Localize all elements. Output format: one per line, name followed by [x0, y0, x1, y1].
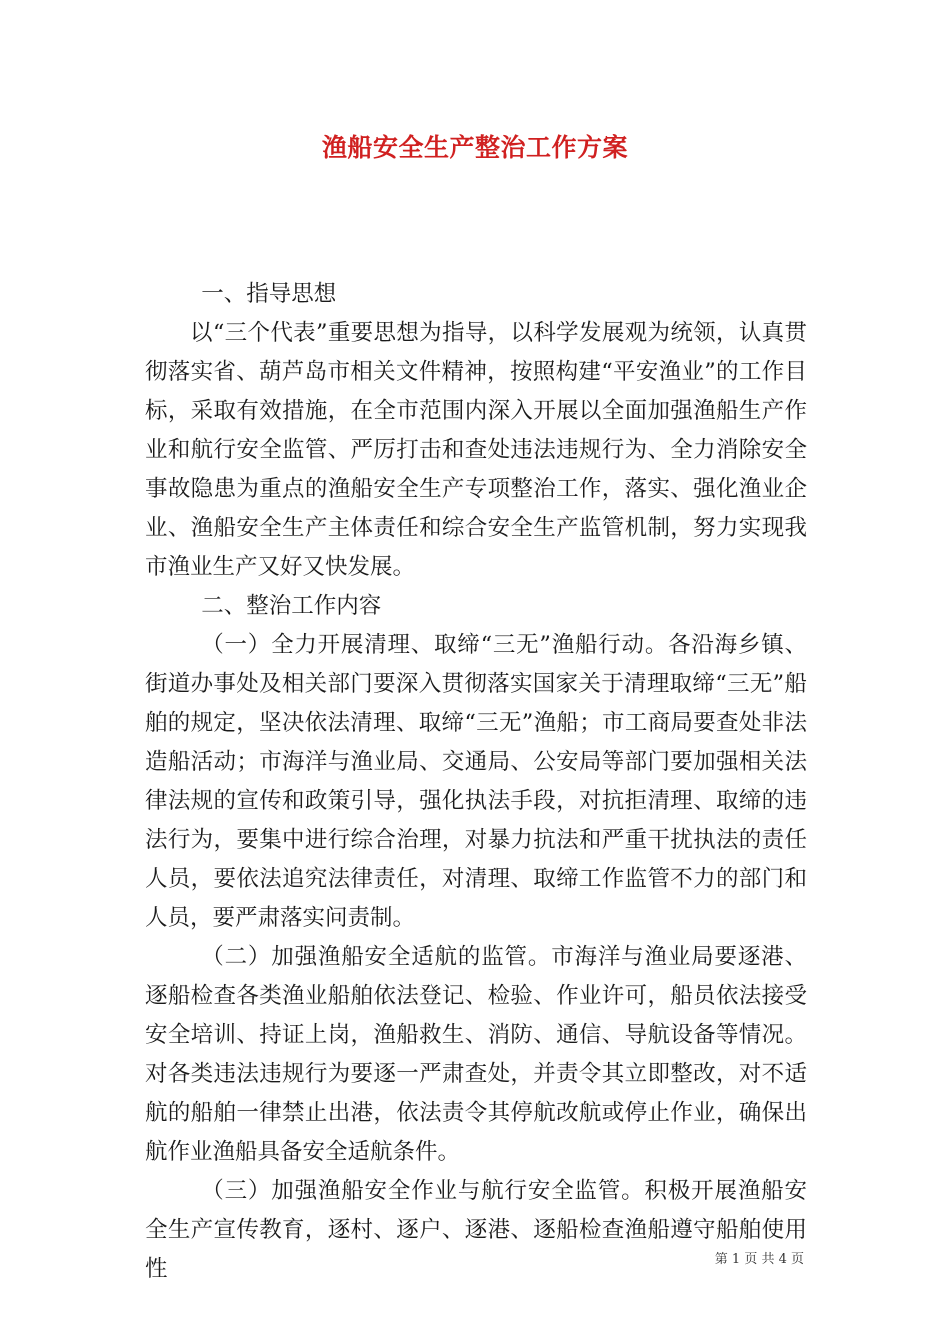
page-number-footer: 第 1 页 共 4 页	[714, 1252, 804, 1267]
document-body	[145, 275, 807, 1289]
paragraph-guiding-thought: 以“三个代表”重要思想为指导，以科学发展观为统领，认真贯彻落实省、葫芦岛市相关文件精神，按照构建“平安渔业”的工作目标，采取有效措施，在全市范围内深入开展以全面加强渔船生产作业和航行安全监管、严厉打击和查处违法违规行为、全力消除安全事故隐患为重点的渔船安全生产专项整治工作，落实、强化渔业企业、渔船安全生产主体责任和综合安全生产监管机制，努力实现我市渔业生产又好又快发展。	[145, 320, 807, 580]
paragraph-item-3: （三）加强渔船安全作业与航行安全监管。积极开展渔船安全生产宣传教育，逐村、逐户、逐港、逐船检查渔船遵守船舶使用性	[145, 1178, 807, 1282]
section-heading-guiding-thought: 一、指导思想	[201, 281, 337, 307]
section-heading-work-content: 二、整治工作内容	[201, 593, 382, 619]
paragraph-item-2: （二）加强渔船安全适航的监管。市海洋与渔业局要逐港、逐船检查各类渔业船舶依法登记、检验、作业许可，船员依法接受安全培训、持证上岗，渔船救生、消防、通信、导航设备等情况。对各类违法违规行为要逐一严肃查处，并责令其立即整改，对不适航的船舶一律禁止出港，依法责令其停航改航或停止作业，确保出航作业渔船具备安全适航条件。	[145, 944, 807, 1165]
document-title: 渔船安全生产整治工作方案	[321, 133, 628, 162]
paragraph-item-1: （一）全力开展清理、取缔“三无”渔船行动。各沿海乡镇、街道办事处及相关部门要深入贯彻落实国家关于清理取缔“三无”船舶的规定，坚决依法清理、取缔“三无”渔船；市工商局要查处非法造船活动；市海洋与渔业局、交通局、公安局等部门要加强相关法律法规的宣传和政策引导，强化执法手段，对抗拒清理、取缔的违法行为，要集中进行综合治理，对暴力抗法和严重干扰执法的责任人员，要依法追究法律责任，对清理、取缔工作监管不力的部门和人员，要严肃落实问责制。	[145, 632, 807, 931]
